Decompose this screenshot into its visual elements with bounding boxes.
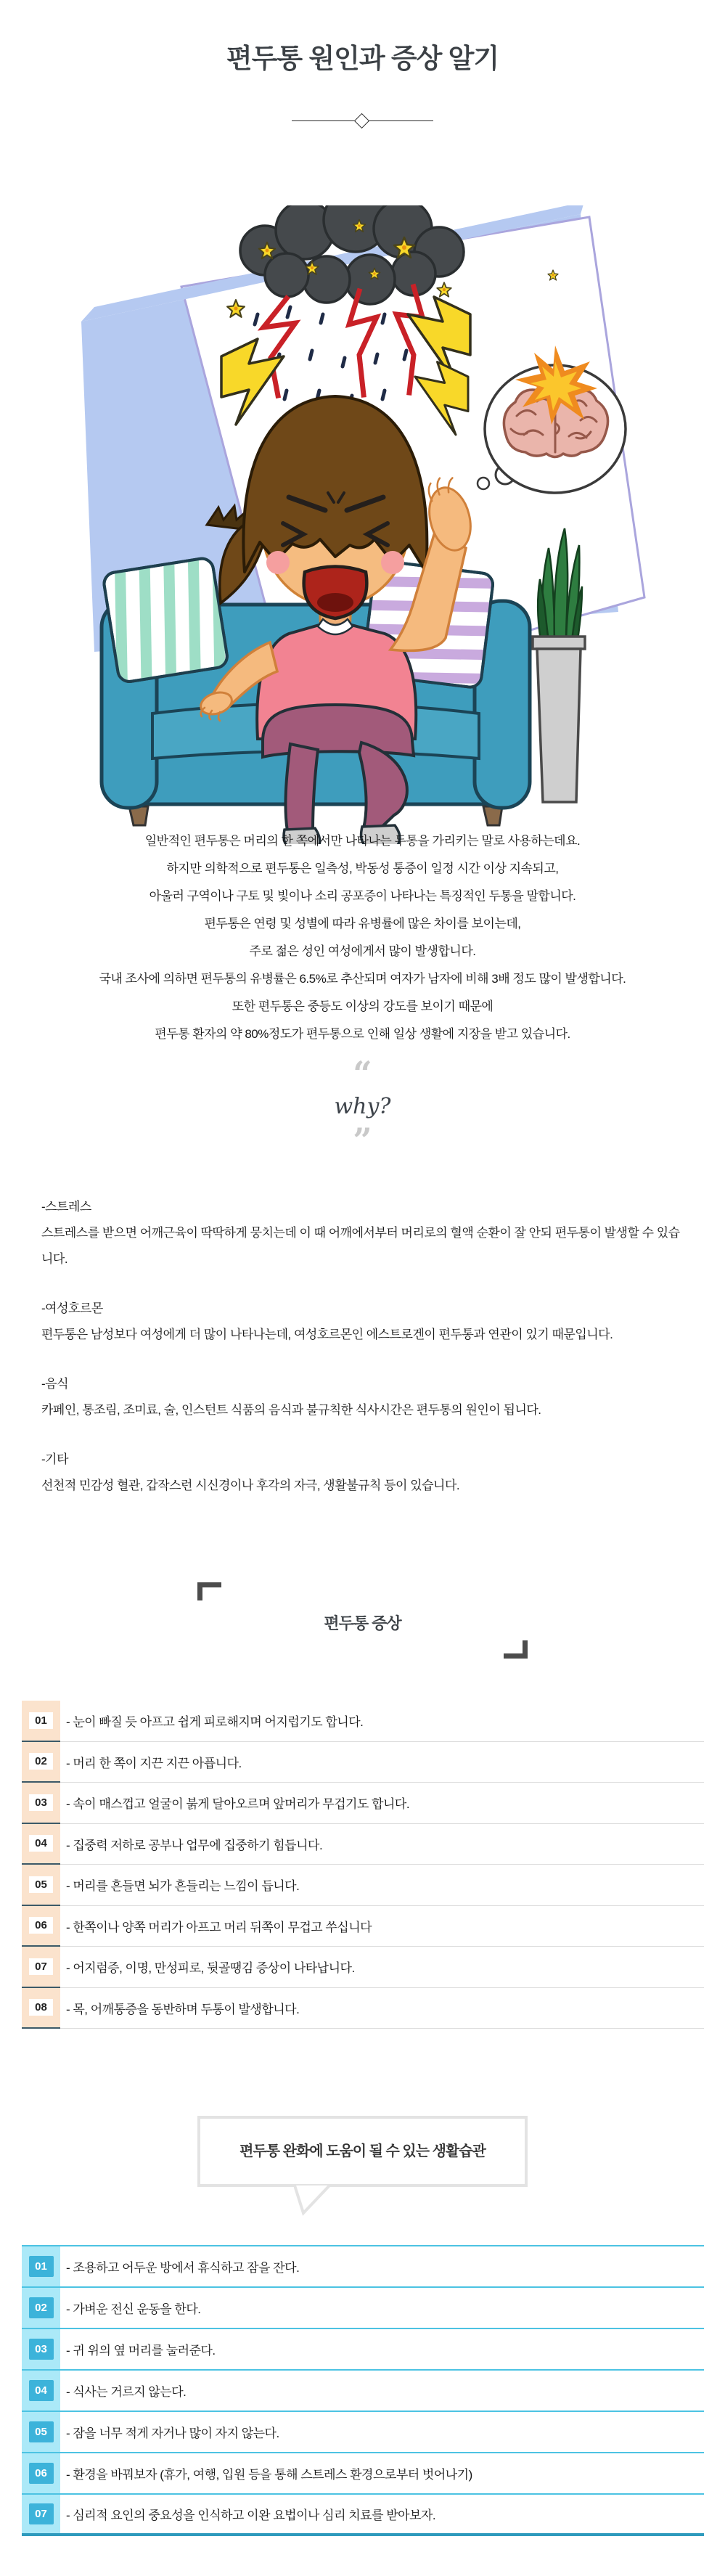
habit-row (22, 2246, 704, 2288)
habit-number: 03 (29, 2339, 54, 2360)
habits-table (22, 2245, 704, 2536)
habits-heading: 편두통 완화에 도움이 될 수 있는 생활습관 (239, 2143, 486, 2159)
symptom-row (22, 1701, 704, 1742)
cause-hormone (41, 1296, 686, 1348)
symptom-number: 08 (29, 1999, 53, 2016)
intro-line: 또한 편두통은 중등도 이상의 강도를 보이기 때문에 (232, 999, 493, 1013)
corner-bracket-bottomright (504, 1640, 528, 1659)
habit-number: 05 (29, 2421, 54, 2442)
habit-number: 04 (29, 2380, 54, 2401)
habit-row (22, 2371, 704, 2412)
close-quote-icon: ” (353, 1121, 372, 1160)
symptom-row (22, 1865, 704, 1906)
symptom-number-cell (22, 1742, 60, 1783)
symptom-number-cell (22, 1701, 60, 1742)
symptom-text: - 속이 매스껍고 얼굴이 붉게 달아오르며 앞머리가 무겁기도 합니다. (60, 1783, 704, 1824)
habit-row (22, 2495, 704, 2536)
habit-number: 07 (29, 2503, 54, 2524)
cause-body: 스트레스를 받으면 어깨근육이 딱딱하게 뭉치는데 이 때 어깨에서부터 머리로의 혈액 순환이 잘 안되 편두통이 발생할 수 있습니다. (41, 1226, 680, 1266)
habit-row (22, 2329, 704, 2371)
cause-body: 카페인, 통조림, 조미료, 술, 인스턴트 식품의 음식과 불규칙한 식사시간은 편두통의 원인이 됩니다. (41, 1403, 541, 1417)
cause-heading: -스트레스 (41, 1200, 91, 1214)
cause-heading: -음식 (41, 1377, 69, 1391)
symptom-row (22, 1824, 704, 1865)
habits-bubble (197, 2116, 528, 2187)
symptom-number-cell (22, 1947, 60, 1988)
intro-paragraph (0, 827, 725, 1048)
habit-row (22, 2288, 704, 2329)
symptom-row (22, 1988, 704, 2029)
symptom-number-cell (22, 1824, 60, 1865)
symptom-number: 03 (29, 1794, 53, 1811)
habit-number-cell (22, 2288, 60, 2328)
causes-section (41, 1194, 686, 1522)
symptom-row (22, 1742, 704, 1783)
symptom-number-cell (22, 1865, 60, 1906)
habit-number: 02 (29, 2297, 54, 2318)
symptoms-table (22, 1701, 704, 2029)
intro-line: 주로 젊은 성인 여성에게서 많이 발생합니다. (249, 944, 476, 958)
symptoms-heading: 편두통 증상 (324, 1614, 401, 1632)
habit-number-cell (22, 2412, 60, 2452)
symptom-text: - 집중력 저하로 공부나 업무에 집중하기 힘듭니다. (60, 1824, 704, 1865)
intro-line: 편두통은 연령 및 성별에 따라 유병률에 많은 차이를 보이는데, (204, 917, 521, 931)
diamond-icon (354, 113, 369, 128)
symptom-number: 06 (29, 1917, 53, 1934)
symptom-text: - 눈이 빠질 듯 아프고 쉽게 피로해지며 어지럽기도 합니다. (60, 1701, 704, 1742)
intro-line: 일반적인 편두통은 머리의 한 쪽에서만 나타나는 두통을 가리키는 말로 사용하는데요. (144, 834, 581, 848)
habit-number-cell (22, 2329, 60, 2369)
habit-text: - 가벼운 전신 운동을 한다. (60, 2288, 704, 2328)
symptom-text: - 머리를 흔들면 뇌가 흔들리는 느낌이 듭니다. (60, 1865, 704, 1906)
symptom-text: - 머리 한 쪽이 지끈 지끈 아픕니다. (60, 1742, 704, 1783)
habit-number: 06 (29, 2463, 54, 2484)
cause-body: 편두통은 남성보다 여성에게 더 많이 나타나는데, 여성호르몬인 에스트로겐이 편두통과 연관이 있기 때문입니다. (41, 1328, 613, 1341)
cause-food (41, 1371, 686, 1423)
symptom-number-cell (22, 1906, 60, 1947)
intro-line: 아울러 구역이나 구토 및 빛이나 소리 공포증이 나타나는 특징적인 두통을 말합니다. (149, 889, 576, 903)
symptom-number-cell (22, 1783, 60, 1824)
habit-number-cell (22, 2453, 60, 2493)
habit-number-cell (22, 2246, 60, 2286)
habit-text: - 환경을 바꿔보자 (휴가, 여행, 입원 등을 통해 스트레스 환경으로부터 벗어나기) (60, 2453, 704, 2493)
habit-number: 01 (29, 2256, 54, 2277)
symptom-text: - 한쪽이나 양쪽 머리가 아프고 머리 뒤쪽이 무겁고 쑤십니다 (60, 1906, 704, 1947)
why-quote (0, 1054, 725, 1160)
symptom-row (22, 1906, 704, 1947)
habit-number-cell (22, 2371, 60, 2411)
headache-illustration (73, 205, 653, 844)
symptom-number-cell (22, 1988, 60, 2029)
habit-row (22, 2412, 704, 2453)
page-title: 편두통 원인과 증상 알기 (226, 44, 499, 73)
symptom-number: 07 (29, 1958, 53, 1975)
habit-text: - 조용하고 어두운 방에서 휴식하고 잠을 잔다. (60, 2246, 704, 2286)
intro-line: 하지만 의학적으로 편두통은 일측성, 박동성 통증이 일정 시간 이상 지속되고, (166, 862, 559, 875)
symptom-number: 02 (29, 1753, 53, 1770)
habit-row (22, 2453, 704, 2495)
diamond-divider (292, 113, 433, 129)
symptom-text: - 목, 어깨통증을 동반하며 두통이 발생합니다. (60, 1988, 704, 2029)
intro-line: 국내 조사에 의하면 편두통의 유병률은 6.5%로 추산되며 여자가 남자에 비해 3배 정도 많이 발생합니다. (99, 972, 626, 986)
intro-line: 편두통 환자의 약 80%정도가 편두통으로 인해 일상 생활에 지장을 받고 있습니다. (155, 1027, 570, 1041)
corner-bracket-topleft (197, 1582, 221, 1600)
habit-text: - 잠을 너무 적게 자거나 많이 자지 않는다. (60, 2412, 704, 2452)
symptom-row (22, 1947, 704, 1988)
symptom-number: 05 (29, 1876, 53, 1893)
symptom-text: - 어지럼증, 이명, 만성피로, 뒷골땡김 증상이 나타납니다. (60, 1947, 704, 1988)
habit-text: - 귀 위의 옆 머리를 눌러준다. (60, 2329, 704, 2369)
cause-stress (41, 1194, 686, 1272)
symptom-number: 04 (29, 1835, 53, 1852)
symptom-row (22, 1783, 704, 1824)
open-quote-icon: “ (353, 1054, 372, 1093)
cause-heading: -여성호르몬 (41, 1301, 103, 1315)
cause-etc (41, 1447, 686, 1499)
habit-number-cell (22, 2495, 60, 2533)
habit-text: - 식사는 거르지 않는다. (60, 2371, 704, 2411)
symptom-number: 01 (29, 1712, 53, 1729)
cause-body: 선천적 민감성 혈관, 갑작스런 시신경이나 후각의 자극, 생활불규칙 등이 있습니다. (41, 1479, 460, 1492)
quote-text: why? (334, 1094, 391, 1119)
bubble-tail (294, 2185, 330, 2216)
habit-text: - 심리적 요인의 중요성을 인식하고 이완 요법이나 심리 치료를 받아보자. (60, 2495, 704, 2533)
cause-heading: -기타 (41, 1452, 69, 1466)
